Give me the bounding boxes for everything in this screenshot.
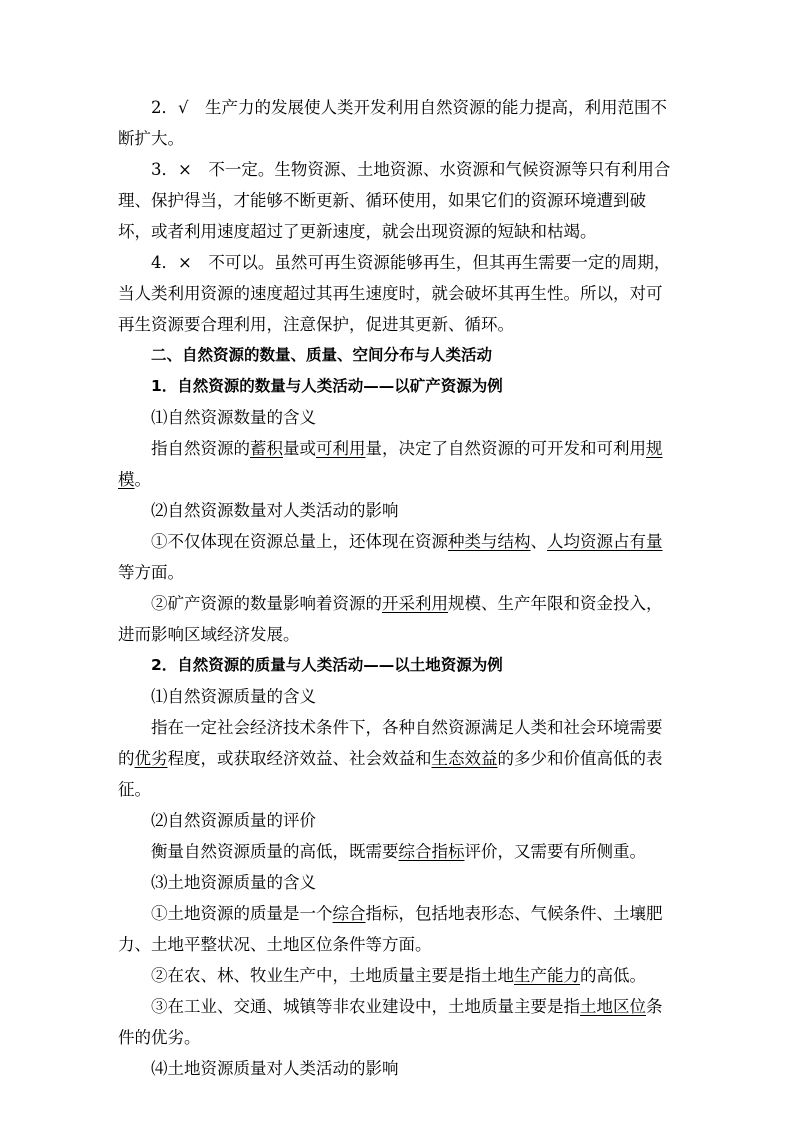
underlined-term: 开采利用 [382, 594, 448, 613]
document-body [118, 92, 678, 1084]
item-heading: ⑶土地资源质量的含义 [151, 873, 316, 892]
underlined-term: 种类与结构 [448, 532, 531, 551]
paragraph: 指在一定社会经济技术条件下，各种自然资源满足人类和社会环境需要的优劣程度，或获取经济效益、社会效益和生态效益的多少和价值高低的表征。 [118, 718, 663, 799]
item-heading: ⑵自然资源数量对人类活动的影响 [151, 501, 399, 520]
underlined-term: 优劣 [134, 749, 168, 768]
item-heading: ⑵自然资源质量的评价 [151, 811, 316, 830]
section-heading: 二、自然资源的数量、质量、空间分布与人类活动 [151, 346, 493, 364]
subsection-heading-2: 2．自然资源的质量与人类活动——以土地资源为例 [151, 656, 503, 674]
underlined-term: 蓄积 [250, 439, 283, 458]
underlined-term: 综合 [332, 904, 366, 923]
underlined-term: 土地区位 [580, 997, 646, 1016]
underlined-term: 生态效益 [431, 749, 498, 768]
answer-3: 3．× 不一定。生物资源、土地资源、水资源和气候资源等只有利用合理、保护得当，才能够不断更新、循环使用，如果它们的资源环境遭到破坏，或者利用速度超过了更新速度，就会出现资源的短缺和枯竭。 [118, 160, 671, 241]
paragraph: ①土地资源的质量是一个综合指标，包括地表形态、气候条件、土壤肥力、土地平整状况、土地区位条件等方面。 [118, 904, 663, 954]
underlined-term: 可利用 [316, 439, 366, 458]
paragraph: ②在农、林、牧业生产中，土地质量主要是指土地生产能力的高低。 [151, 966, 646, 985]
answer-2: 2．√ 生产力的发展使人类开发利用自然资源的能力提高，利用范围不断扩大。 [118, 98, 668, 148]
item-heading: ⑴自然资源数量的含义 [151, 408, 316, 427]
underlined-term: 综合指标 [398, 842, 465, 861]
underlined-term: 生产能力 [514, 966, 580, 985]
answer-4: 4．× 不可以。虽然可再生资源能够再生，但其再生需要一定的周期，当人类利用资源的速度超过其再生速度时，就会破坏其再生性。所以，对可再生资源要合理利用，注意保护，促进其更新、循环。 [118, 253, 671, 334]
item-heading: ⑴自然资源质量的含义 [151, 687, 316, 706]
paragraph: 指自然资源的蓄积量或可利用量，决定了自然资源的可开发和可利用规模。 [118, 439, 663, 489]
underlined-term: 规模 [118, 439, 663, 489]
item-heading: ⑷土地资源质量对人类活动的影响 [151, 1059, 399, 1078]
paragraph: 衡量自然资源质量的高低，既需要综合指标评价，又需要有所侧重。 [151, 842, 646, 861]
underlined-term: 人均资源占有量 [547, 532, 663, 551]
paragraph: ②矿产资源的数量影响着资源的开采利用规模、生产年限和资金投入，进而影响区域经济发展。 [118, 594, 663, 644]
subsection-heading-1: 1．自然资源的数量与人类活动——以矿产资源为例 [151, 377, 503, 395]
paragraph: ①不仅体现在资源总量上，还体现在资源种类与结构、人均资源占有量等方面。 [118, 532, 663, 582]
paragraph: ③在工业、交通、城镇等非农业建设中，土地质量主要是指土地区位条件的优劣。 [118, 997, 663, 1047]
